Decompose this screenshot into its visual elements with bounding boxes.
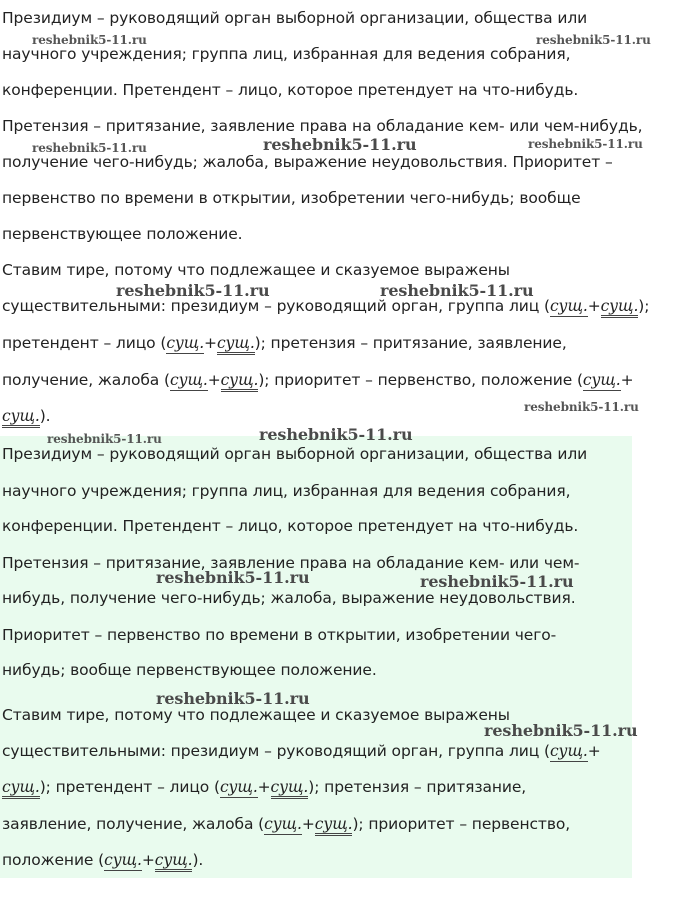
plus-sign: + <box>204 334 217 352</box>
text-line: получение чего-нибудь; жалоба, выражение неудовольствия. Приоритет – <box>2 153 613 171</box>
subject-abbr: сущ. <box>549 742 588 760</box>
text-line: первенство по времени в открытии, изобретении чего-нибудь; вообще <box>2 189 581 207</box>
predicate-abbr: сущ. <box>601 297 639 318</box>
watermark-text: reshebnik5-11.ru <box>536 33 651 47</box>
text-segment: ). <box>39 407 51 425</box>
text-line: первенствующее положение. <box>2 225 243 243</box>
text-segment: ); претензия – притязание, заявление, <box>254 334 567 352</box>
plus-sign: + <box>257 778 271 796</box>
watermark-text: reshebnik5-11.ru <box>32 141 147 155</box>
subject-abbr: сущ. <box>582 371 621 389</box>
predicate-abbr: сущ. <box>271 778 309 799</box>
plus-sign: + <box>587 297 601 315</box>
text-line <box>2 741 601 761</box>
predicate-abbr: сущ. <box>217 334 255 355</box>
watermark-text: reshebnik5-11.ru <box>420 572 574 591</box>
watermark-text: reshebnik5-11.ru <box>116 281 270 300</box>
text-line: Приоритет – первенство по времени в открытии, изобретении чего- <box>2 626 557 644</box>
text-line: Претензия – притязание, заявление права на обладание кем- или чем-нибудь, <box>2 117 643 135</box>
text-line: Претензия – притязание, заявление права на обладание кем- или чем- <box>2 554 580 572</box>
text-segment: ). <box>192 851 204 869</box>
text-line: конференции. Претендент – лицо, которое претендует на что-нибудь. <box>2 81 579 99</box>
watermark-text: reshebnik5-11.ru <box>528 137 643 151</box>
predicate-abbr: сущ. <box>221 371 259 392</box>
watermark-text: reshebnik5-11.ru <box>32 33 147 47</box>
text-line <box>2 296 649 316</box>
subject-abbr: сущ. <box>169 371 208 389</box>
watermark-text: reshebnik5-11.ru <box>380 281 534 300</box>
text-line: конференции. Претендент – лицо, которое претендует на что-нибудь. <box>2 517 579 535</box>
plus-sign: + <box>587 742 601 760</box>
text-segment: ); приоритет – первенство, <box>352 815 571 833</box>
text-line: Ставим тире, потому что подлежащее и сказуемое выражены <box>2 261 510 279</box>
subject-abbr: сущ. <box>166 334 205 352</box>
text-line: Президиум – руководящий орган выборной организации, общества или <box>2 445 588 463</box>
text-line: Президиум – руководящий орган выборной организации, общества или <box>2 9 588 27</box>
predicate-abbr: сущ. <box>2 407 40 428</box>
plus-sign: + <box>301 815 315 833</box>
text-segment: положение ( <box>2 851 105 869</box>
watermark-text: reshebnik5-11.ru <box>263 135 417 154</box>
subject-abbr: сущ. <box>219 778 258 796</box>
predicate-abbr: сущ. <box>155 851 193 872</box>
text-line: нибудь, получение чего-нибудь; жалоба, выражение неудовольствия. <box>2 589 576 607</box>
text-segment: ); претендент – лицо ( <box>39 778 220 796</box>
subject-abbr: сущ. <box>104 851 142 869</box>
text-line <box>2 370 634 390</box>
text-segment: существительными: президиум – руководящий орган, группа лиц ( <box>2 297 550 315</box>
text-segment: заявление, получение, жалоба ( <box>2 815 265 833</box>
watermark-text: reshebnik5-11.ru <box>484 721 638 740</box>
watermark-text: reshebnik5-11.ru <box>156 568 310 587</box>
text-line: научного учреждения; группа лиц, избранная для ведения собрания, <box>2 482 571 500</box>
plus-sign: + <box>207 371 221 389</box>
watermark-text: reshebnik5-11.ru <box>524 400 639 414</box>
text-line: нибудь; вообще первенствующее положение. <box>2 661 377 679</box>
plus-sign: + <box>141 851 155 869</box>
predicate-abbr: сущ. <box>315 815 353 836</box>
predicate-abbr: сущ. <box>2 778 40 799</box>
text-segment: существительными: президиум – руководящий орган, группа лиц ( <box>2 742 550 760</box>
text-line <box>2 814 570 834</box>
text-segment: претендент – лицо ( <box>2 334 167 352</box>
subject-abbr: сущ. <box>549 297 588 315</box>
text-line: Ставим тире, потому что подлежащее и сказуемое выражены <box>2 706 510 724</box>
subject-abbr: сущ. <box>264 815 302 833</box>
text-line <box>2 406 51 426</box>
text-segment: ); претензия – притязание, <box>308 778 527 796</box>
text-segment: ); <box>638 297 650 315</box>
plus-sign: + <box>620 371 634 389</box>
text-segment: получение, жалоба ( <box>2 371 170 389</box>
text-line <box>2 850 203 870</box>
watermark-text: reshebnik5-11.ru <box>156 689 310 708</box>
text-line: научного учреждения; группа лиц, избранная для ведения собрания, <box>2 45 571 63</box>
text-segment: ); приоритет – первенство, положение ( <box>258 371 583 389</box>
watermark-text: reshebnik5-11.ru <box>47 432 162 446</box>
text-line <box>2 333 567 353</box>
answer-block-2 <box>0 436 632 878</box>
watermark-text: reshebnik5-11.ru <box>259 425 413 444</box>
text-line <box>2 777 526 797</box>
